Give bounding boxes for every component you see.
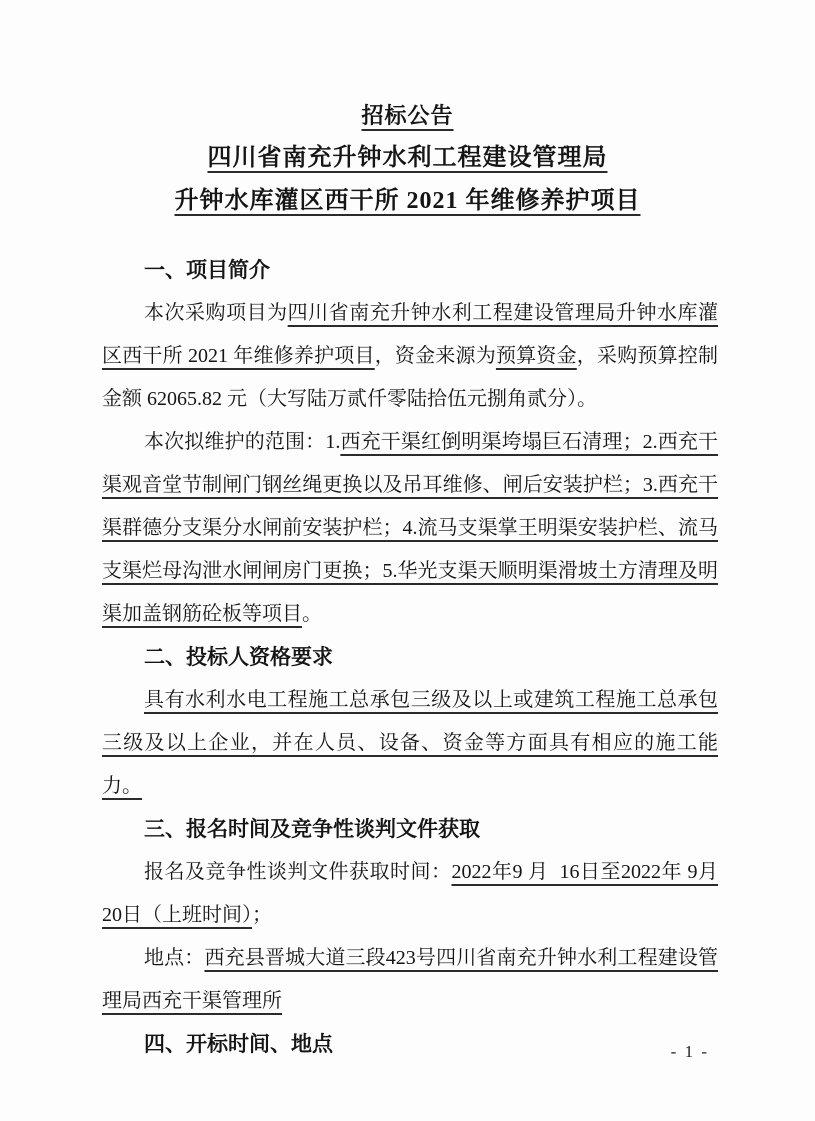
section-heading: 三、报名时间及竞争性谈判文件获取 [144,817,480,841]
underlined-text-run: 2022年9 月 16日至2022年 9月20日（上班时间） [102,861,718,926]
paragraph [102,937,718,1023]
underlined-text-run: 西充县晋城大道三段423号四川省南充升钟水利工程建设管理局西充干渠管理所 [102,947,719,1012]
doc-title-text: 招标公告 [361,103,454,128]
page-footer [671,1042,709,1062]
paragraph [102,851,718,937]
section-heading: 四、开标时间、地点 [144,1032,333,1056]
underlined-text-run: 预算资金 [495,345,577,367]
doc-project-title [0,180,815,223]
paragraph [102,292,718,421]
document-body [102,249,718,1066]
underlined-text-run: 西充干渠红倒明渠垮塌巨石清理；2.西充干渠观音堂节制闸门钢丝绳更换以及吊耳维修、闸后安装护栏；3.西充干渠群德分支渠分水闸前安装护栏；4.流马支渠掌王明渠安装护栏、流马支渠烂母沟泄水闸闸房门更换；5.华光支渠天顺明渠滑坡土方清理及明渠加盖钢筋砼板等项目 [102,431,719,625]
doc-organization-text: 四川省南充升钟水利工程建设管理局 [207,145,608,171]
text-run: 。 [302,603,322,625]
text-run: ，资金来源为 [374,345,496,367]
section-heading: 二、投标人资格要求 [144,645,333,669]
text-run: 本次采购项目为 [144,302,288,324]
paragraph [102,679,718,808]
text-run: 报名及竞争性谈判文件获取时间： [144,861,452,883]
doc-organization-title [0,137,815,180]
text-run: 本次拟维护的范围：1. [144,431,341,453]
underlined-text-run: 四川省南充升钟水利工程建设管理局升钟水库灌区西干所 2021 年维修养护项目 [102,302,719,367]
page-number: - 1 - [670,1042,709,1061]
text-run: ； [252,904,272,926]
underlined-text-run: 具有水利水电工程施工总承包三级及以上或建筑工程施工总承包三级及以上企业，并在人员、设备、资金等方面具有相应的施工能力。 [102,689,718,797]
section-heading: 一、项目简介 [144,258,270,282]
text-run: 地点： [144,947,205,969]
title-block [0,94,815,223]
text-run: ，采购预算控制金额 62065.82 元（大写陆万贰仟零陆拾伍元捌角贰分）。 [102,345,719,410]
doc-project-text: 升钟水库灌区西干所 2021 年维修养护项目 [174,188,641,214]
doc-title [0,94,815,137]
paragraph [102,421,718,636]
